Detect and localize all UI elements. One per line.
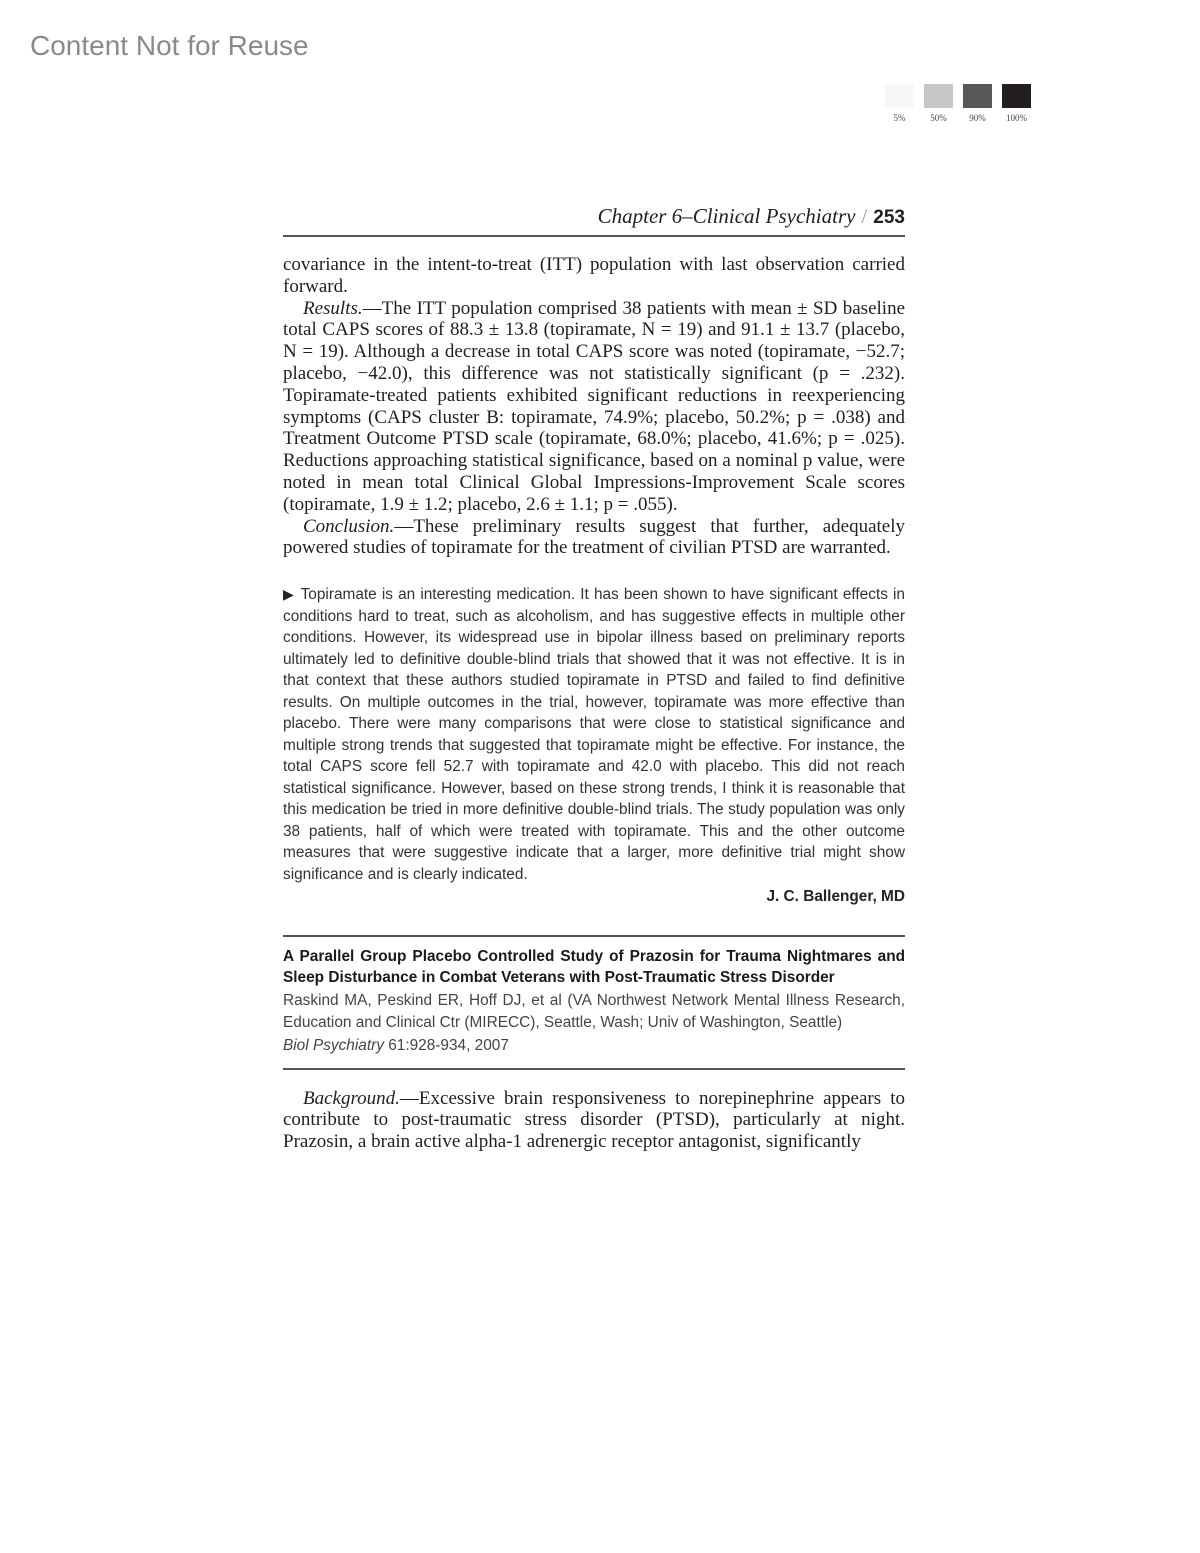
results-paragraph	[283, 298, 905, 516]
swatch-label-90: 90%	[969, 113, 986, 123]
conclusion-paragraph	[283, 516, 905, 560]
swatch-100	[1002, 84, 1031, 108]
swatch-5	[885, 84, 914, 108]
journal-name: Biol Psychiatry	[283, 1037, 384, 1055]
page-number: 253	[873, 207, 905, 228]
triangle-right-icon: ▶	[283, 586, 295, 603]
chapter-title: Chapter 6–Clinical Psychiatry	[597, 204, 856, 228]
swatch-label-100: 100%	[1006, 113, 1027, 123]
citation-details: 61:928-934, 2007	[383, 1037, 509, 1055]
color-swatches	[885, 84, 1035, 123]
page-column	[283, 204, 905, 1153]
article-authors: Raskind MA, Peskind ER, Hoff DJ, et al (VA Northwest Network Mental Illness Research, Education and Clinical Ctr (MIRECC), Seattle, Wash; Univ of Washington, Seattle)	[283, 992, 905, 1031]
article-block	[283, 935, 905, 1070]
running-head	[283, 204, 905, 237]
results-label: Results.	[303, 297, 363, 319]
conclusion-text: —These preliminary results suggest that further, adequately powered studies of topiramate for the treatment of civilian PTSD are warranted.	[283, 515, 905, 559]
article-citation	[283, 1035, 905, 1057]
background-label: Background.	[303, 1087, 400, 1109]
background-paragraph	[283, 1088, 905, 1153]
abstract-continuation: covariance in the intent-to-treat (ITT) population with last observation carried forward.	[283, 254, 905, 297]
commentary-paragraph	[283, 584, 905, 885]
commentary-author: J. C. Ballenger, MD	[766, 888, 905, 906]
header-separator: /	[861, 204, 868, 228]
swatch-90	[963, 84, 992, 108]
commentary-text: Topiramate is an interesting medication. It has been shown to have significant effects in conditions hard to treat, such as alcoholism, and has suggestive effects in multiple other conditions. However, its widespread use in bipolar illness based on preliminary reports ultimately led to definitive double-blind trials that showed that it was not effective. It is in that context that these authors studied topiramate in PTSD and failed to find definitive results. On multiple outcomes in the trial, however, topiramate was more effective than placebo. There were many comparisons that were close to statistical significance and multiple strong trends that suggested that topiramate might be effective. For instance, the total CAPS score fell 52.7 with topiramate and 42.0 with placebo. This did not reach statistical significance. However, based on these strong trends, I think it is reasonable that this medication be tried in more definitive double-blind trials. The study population was only 38 patients, half of which were treated with topiramate. This and the other outcome measures that were suggestive indicate that a larger, more definitive trial might show significance and is clearly indicated.	[283, 586, 905, 883]
watermark: Content Not for Reuse	[30, 30, 309, 61]
swatch-label-5: 5%	[893, 113, 906, 123]
conclusion-label: Conclusion.	[303, 515, 395, 537]
swatch-label-50: 50%	[930, 113, 947, 123]
swatch-50	[924, 84, 953, 108]
results-text: —The ITT population comprised 38 patients with mean ± SD baseline total CAPS scores of 88.3 ± 13.8 (topiramate, N = 19) and 91.1 ± 13.7 (placebo, N = 19). Although a decrease in total CAPS score was noted (topiramate, −52.7; placebo, −42.0), this difference was not statistically significant (p = .232). Topiramate-treated patients exhibited significant reductions in reexperiencing symptoms (CAPS cluster B: topiramate, 74.9%; placebo, 50.2%; p = .038) and Treatment Outcome PTSD scale (topiramate, 68.0%; placebo, 41.6%; p = .025). Reductions approaching statistical significance, based on a nominal p value, were noted in mean total Clinical Global Impressions-Improvement Scale scores (topiramate, 1.9 ± 1.2; placebo, 2.6 ± 1.1; p = .055).	[283, 297, 905, 515]
article-title: A Parallel Group Placebo Controlled Study of Prazosin for Trauma Nightmares and Sleep Disturbance in Combat Veterans with Post-Traumatic Stress Disorder	[283, 948, 905, 987]
background-text: —Excessive brain responsiveness to norepinephrine appears to contribute to post-traumatic stress disorder (PTSD), particularly at night. Prazosin, a brain active alpha-1 adrenergic receptor antagonist, significantly	[283, 1087, 905, 1153]
